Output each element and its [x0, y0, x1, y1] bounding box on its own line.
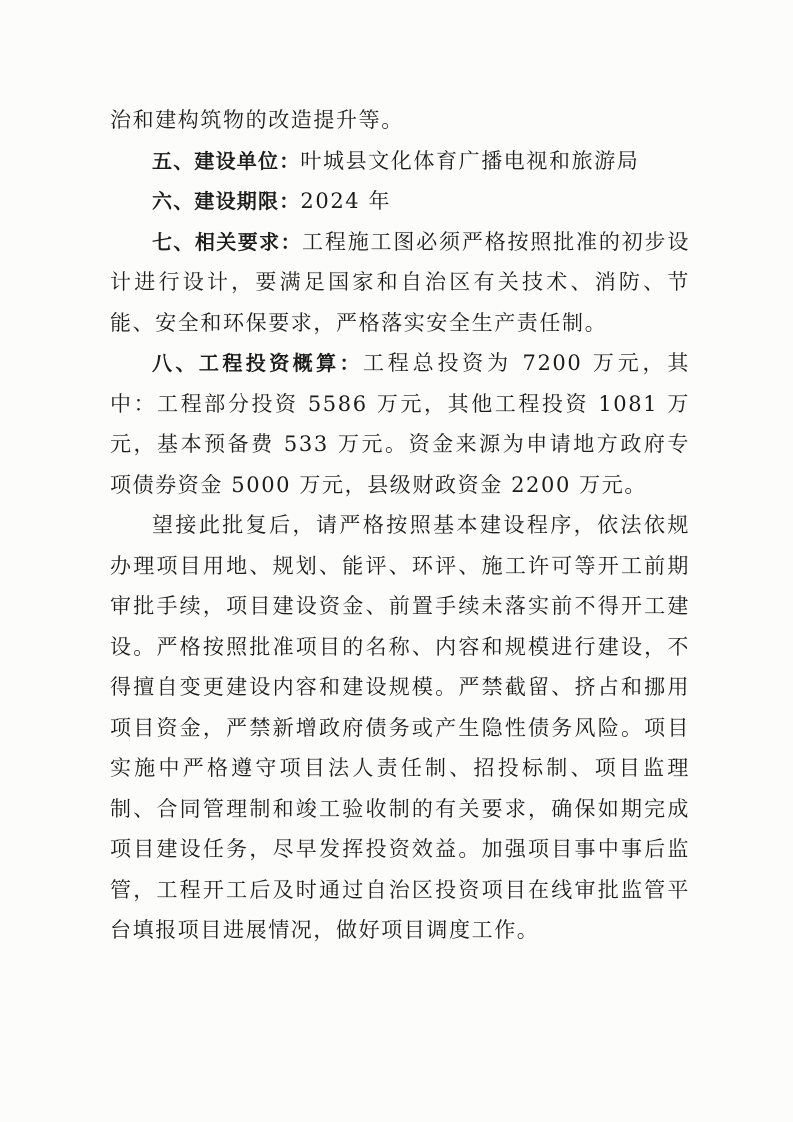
section-heading: 六、建设期限：: [152, 189, 301, 213]
paragraph-text: 治和建构筑物的改造提升等。: [110, 108, 404, 132]
paragraph-construction-unit: [110, 141, 690, 182]
section-heading: 八、工程投资概算：: [152, 351, 363, 375]
paragraph-instructions: [110, 505, 690, 951]
paragraph-investment-estimate: [110, 343, 690, 505]
section-heading: 七、相关要求：: [152, 229, 303, 254]
section-heading: 五、建设单位：: [152, 148, 301, 173]
paragraph-construction-period: [110, 181, 690, 222]
paragraph-continuation: [110, 100, 690, 141]
paragraph-requirements: [110, 222, 690, 344]
paragraph-text: 2024 年: [300, 189, 392, 213]
paragraph-text: 工程总投资为 7200 万元，其中：工程部分投资 5586 万元，其他工程投资 1081 万元，基本预备费 533 万元。资金来源为申请地方政府专项债券资金 5000 万元，县级财政资金 2200 万元。: [110, 351, 690, 497]
document-body: [110, 100, 690, 951]
paragraph-text: 工程施工图必须严格按照批准的初步设计进行设计，要满足国家和自治区有关技术、消防、节能、安全和环保要求，严格落实安全生产责任制。: [110, 229, 690, 335]
paragraph-text: 叶城县文化体育广播电视和旅游局: [300, 148, 640, 173]
paragraph-text: 望接此批复后，请严格按照基本建设程序，依法依规办理项目用地、规划、能评、环评、施工许可等开工前期审批手续，项目建设资金、前置手续未落实前不得开工建设。严格按照批准项目的名称、内容和规模进行建设，不得擅自变更建设内容和建设规模。严禁截留、挤占和挪用项目资金，严禁新增政府债务或产生隐性债务风险。项目实施中严格遵守项目法人责任制、招投标制、项目监理制、合同管理制和竣工验收制的有关要求，确保如期完成项目建设任务，尽早发挥投资效益。加强项目事中事后监管，工程开工后及时通过自治区投资项目在线审批监管平台填报项目进展情况，做好项目调度工作。: [110, 513, 690, 942]
